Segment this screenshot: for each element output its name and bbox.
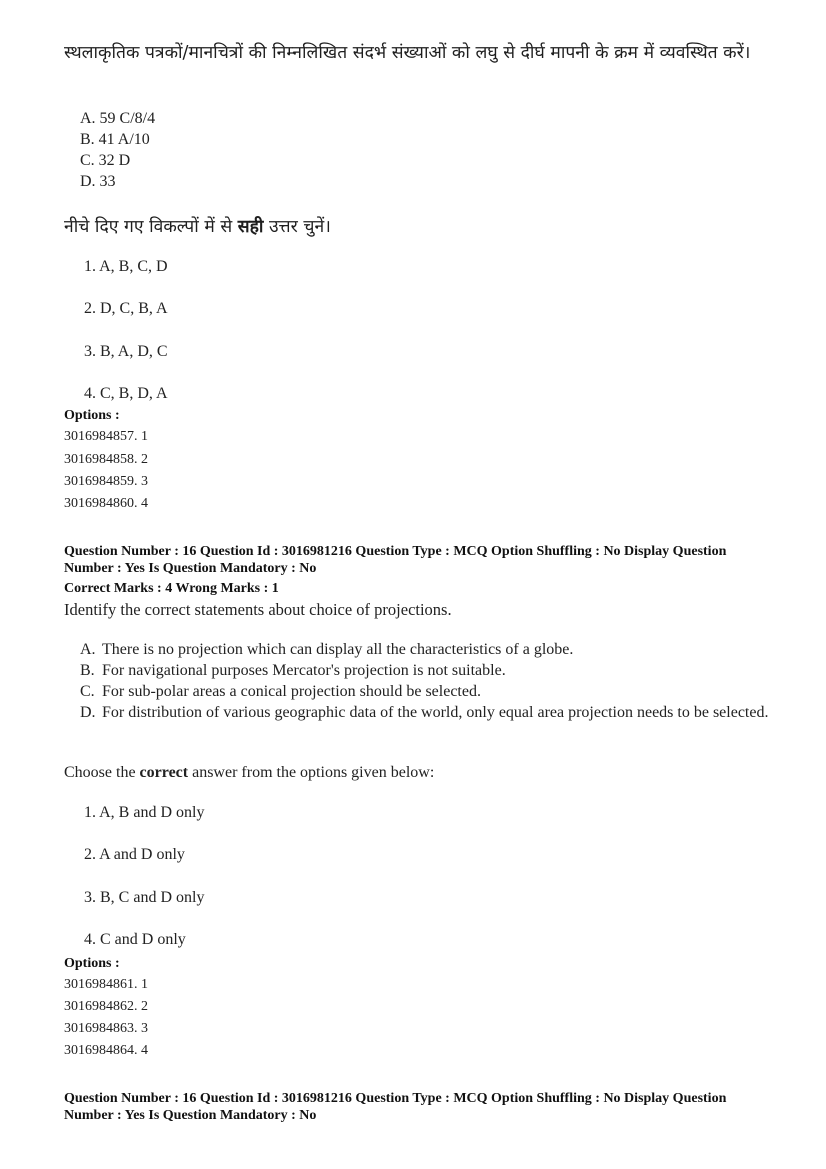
answer-choice-1: 1. A, B and D only <box>84 804 205 821</box>
statement-item <box>80 681 790 702</box>
marks-info: Correct Marks : 4 Wrong Marks : 1 <box>64 581 279 596</box>
statement-item <box>80 639 790 660</box>
question-meta-line: Question Number : 16 Question Id : 3016981216 Question Type : MCQ Option Shuffling : No Display Question <box>64 544 727 559</box>
statement-text: There is no projection which can display all the characteristics of a globe. <box>102 641 574 658</box>
options-label: Options : <box>64 408 120 423</box>
list-item: D. 33 <box>80 173 116 190</box>
statement-text: For sub-polar areas a conical projection should be selected. <box>102 683 481 700</box>
option-id: 3016984860. 4 <box>64 496 148 511</box>
list-item: A. 59 C/8/4 <box>80 110 156 127</box>
statement-list <box>80 639 790 723</box>
statement-item <box>80 660 790 681</box>
item-list <box>80 108 155 192</box>
answer-choice-4: 4. C, B, D, A <box>84 385 168 402</box>
statement-label: D. <box>80 704 96 721</box>
instruction-emphasis: सही <box>237 217 264 237</box>
option-id: 3016984863. 3 <box>64 1021 148 1036</box>
answer-choice-2: 2. A and D only <box>84 846 185 863</box>
option-id: 3016984864. 4 <box>64 1043 148 1058</box>
instruction-hindi <box>64 214 331 238</box>
answer-choice-3: 3. B, C and D only <box>84 889 205 906</box>
statement-item <box>80 702 790 723</box>
instruction-text: नीचे दिए गए विकल्पों में से <box>64 217 238 237</box>
option-id: 3016984858. 2 <box>64 452 148 467</box>
question-text: Identify the correct statements about choice of projections. <box>64 600 452 619</box>
question-meta-line: Number : Yes Is Question Mandatory : No <box>64 1108 317 1123</box>
question-meta <box>64 1090 726 1124</box>
question-meta <box>64 543 726 577</box>
options-label: Options : <box>64 956 120 971</box>
option-id: 3016984861. 1 <box>64 977 148 992</box>
statement-label: A. <box>80 641 96 658</box>
answer-choice-1: 1. A, B, C, D <box>84 258 168 275</box>
answer-choice-4: 4. C and D only <box>84 931 186 948</box>
question-meta-line: Number : Yes Is Question Mandatory : No <box>64 561 317 576</box>
instruction <box>64 764 434 782</box>
option-id: 3016984862. 2 <box>64 999 148 1014</box>
list-item: C. 32 D <box>80 152 131 169</box>
statement-text: For navigational purposes Mercator's projection is not suitable. <box>102 662 506 679</box>
instruction-emphasis: correct <box>139 764 189 781</box>
instruction-text: answer from the options given below: <box>188 764 435 781</box>
option-id: 3016984859. 3 <box>64 474 148 489</box>
answer-choice-2: 2. D, C, B, A <box>84 300 168 317</box>
instruction-text: उत्तर चुनें। <box>263 217 331 237</box>
question-meta-line: Question Number : 16 Question Id : 3016981216 Question Type : MCQ Option Shuffling : No Display Question <box>64 1091 727 1106</box>
statement-label: C. <box>80 683 95 700</box>
statement-text: For distribution of various geographic data of the world, only equal area projection needs to be selected. <box>102 704 769 721</box>
instruction-text: Choose the <box>64 764 140 781</box>
statement-label: B. <box>80 662 95 679</box>
question-text-hindi: स्थलाकृतिक पत्रकों/मानचित्रों की निम्नलिखित संदर्भ संख्याओं को लघु से दीर्घ मापनी के क्रम में व्यवस्थित करें। <box>64 43 751 63</box>
option-id: 3016984857. 1 <box>64 429 148 444</box>
answer-choice-3: 3. B, A, D, C <box>84 343 168 360</box>
list-item: B. 41 A/10 <box>80 131 150 148</box>
